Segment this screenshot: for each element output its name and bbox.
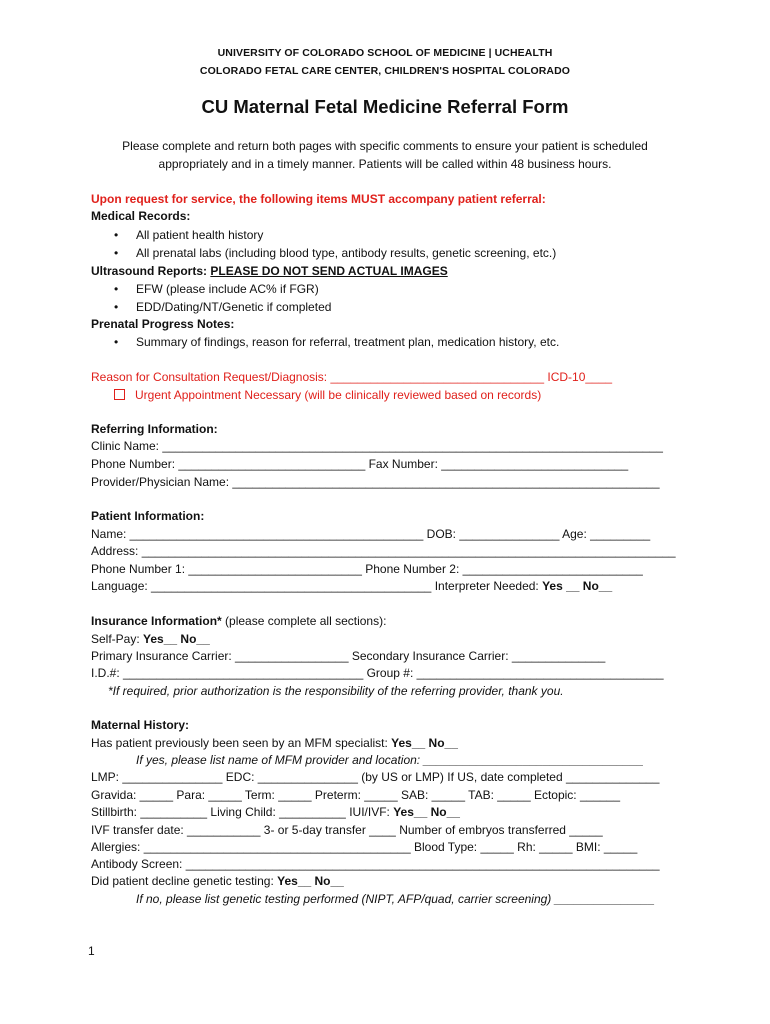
phone-fax-field[interactable]: Phone Number: ____________________________ Fax Number: ____________________________ (91, 457, 629, 471)
progress-notes-label: Prenatal Progress Notes: (91, 317, 235, 331)
progress-notes-item: Summary of findings, reason for referral, treatment plan, medication history, etc. (136, 335, 560, 349)
header-line-2: COLORADO FETAL CARE CENTER, CHILDREN'S HOSPITAL COLORADO (199, 65, 571, 77)
self-pay-row[interactable] (91, 631, 210, 647)
header-line-1: UNIVERSITY OF COLORADO SCHOOL OF MEDICINE | UCHEALTH (217, 47, 553, 59)
ultrasound-item: EDD/Dating/NT/Genetic if completed (136, 300, 332, 314)
interpreter-options[interactable]: Yes __ No__ (542, 579, 613, 593)
maternal-heading: Maternal History: (91, 718, 190, 732)
mfm-provider-field[interactable]: If yes, please list name of MFM provider and location: _________________________________ (136, 753, 644, 767)
patient-phones-field[interactable]: Phone Number 1: __________________________ Phone Number 2: ___________________________ (91, 562, 643, 576)
medical-records-item: All patient health history (136, 228, 264, 242)
patient-language-row[interactable] (91, 578, 612, 594)
gravida-para-field[interactable]: Gravida: _____ Para: _____ Term: _____ Preterm: _____ SAB: _____ TAB: _____ Ectopic: ______ (91, 788, 621, 802)
medical-records-item: All prenatal labs (including blood type, antibody results, genetic screening, etc.) (136, 246, 557, 260)
insurance-carriers-field[interactable]: Primary Insurance Carrier: _________________ Secondary Insurance Carrier: ______________ (91, 649, 606, 663)
genetic-decline-row[interactable] (91, 873, 344, 889)
bullet-icon: • (114, 228, 119, 242)
provider-name-field[interactable]: Provider/Physician Name: ________________________________________________________________ (91, 475, 660, 489)
bullet-icon: • (114, 246, 119, 260)
allergies-field[interactable]: Allergies: ________________________________________ Blood Type: _____ Rh: _____ BMI: _____ (91, 840, 638, 854)
insurance-footnote: *If required, prior authorization is the responsibility of the referring provider, thank you. (108, 684, 564, 698)
stillbirth-field[interactable]: Stillbirth: __________ Living Child: __________ IUI/IVF: (91, 805, 394, 819)
mfm-options[interactable]: Yes__ No__ (391, 736, 458, 750)
urgent-appointment-row[interactable] (114, 387, 541, 403)
bullet-icon: • (114, 335, 119, 349)
ultrasound-label: Ultrasound Reports: (91, 264, 208, 278)
stillbirth-row[interactable] (91, 804, 460, 820)
bullet-icon: • (114, 282, 119, 296)
genetic-options[interactable]: Yes__ No__ (277, 874, 344, 888)
self-pay-label: Self-Pay: (91, 632, 144, 646)
ultrasound-item: EFW (please include AC% if FGR) (136, 282, 319, 296)
ultrasound-note: PLEASE DO NOT SEND ACTUAL IMAGES (210, 264, 448, 278)
patient-address-field[interactable]: Address: ________________________________________________________________________________ (91, 544, 676, 558)
ivf-transfer-field[interactable]: IVF transfer date: ___________ 3- or 5-day transfer ____ Number of embryos transferred _____ (91, 823, 603, 837)
ultrasound-reports-line (91, 263, 448, 279)
insurance-heading-note: (please complete all sections): (221, 614, 387, 628)
medical-records-label: Medical Records: (91, 209, 191, 223)
requirements-heading: Upon request for service, the following items MUST accompany patient referral: (91, 192, 546, 206)
clinic-name-field[interactable]: Clinic Name: ___________________________________________________________________________ (91, 439, 663, 453)
ivf-options[interactable]: Yes__ No__ (393, 805, 460, 819)
patient-name-field[interactable]: Name: ____________________________________________ DOB: _______________ Age: _________ (91, 527, 651, 541)
bullet-icon: • (114, 300, 119, 314)
language-field[interactable]: Language: __________________________________________ Interpreter Needed: (91, 579, 543, 593)
urgent-checkbox[interactable] (114, 389, 125, 400)
genetic-decline-label: Did patient decline genetic testing: (91, 874, 278, 888)
referring-heading: Referring Information: (91, 422, 218, 436)
consultation-reason-field[interactable]: Reason for Consultation Request/Diagnosis: ________________________________ ICD-10____ (91, 370, 613, 384)
page-title: CU Maternal Fetal Medicine Referral Form (201, 96, 569, 117)
mfm-seen-label: Has patient previously been seen by an MFM specialist: (91, 736, 392, 750)
mfm-seen-row[interactable] (91, 735, 458, 751)
lmp-edc-field[interactable]: LMP: _______________ EDC: _______________ (by US or LMP) If US, date completed ______________ (91, 770, 660, 784)
intro-line-1: Please complete and return both pages with specific comments to ensure your patient is scheduled (122, 139, 648, 153)
insurance-ids-field[interactable]: I.D.#: ____________________________________ Group #: _____________________________________ (91, 666, 664, 680)
urgent-label: Urgent Appointment Necessary (will be clinically reviewed based on records) (135, 388, 542, 402)
self-pay-options[interactable]: Yes__ No__ (143, 632, 210, 646)
insurance-heading: Insurance Information* (91, 614, 222, 628)
patient-heading: Patient Information: (91, 509, 205, 523)
page-number: 1 (88, 944, 95, 958)
intro-line-2: appropriately and in a timely manner. Patients will be called within 48 business hours. (158, 157, 612, 171)
insurance-heading-row (91, 613, 386, 629)
antibody-screen-field[interactable]: Antibody Screen: _______________________________________________________________________ (91, 857, 660, 871)
genetic-testing-field[interactable]: If no, please list genetic testing performed (NIPT, AFP/quad, carrier screening) _______________ (136, 892, 655, 906)
